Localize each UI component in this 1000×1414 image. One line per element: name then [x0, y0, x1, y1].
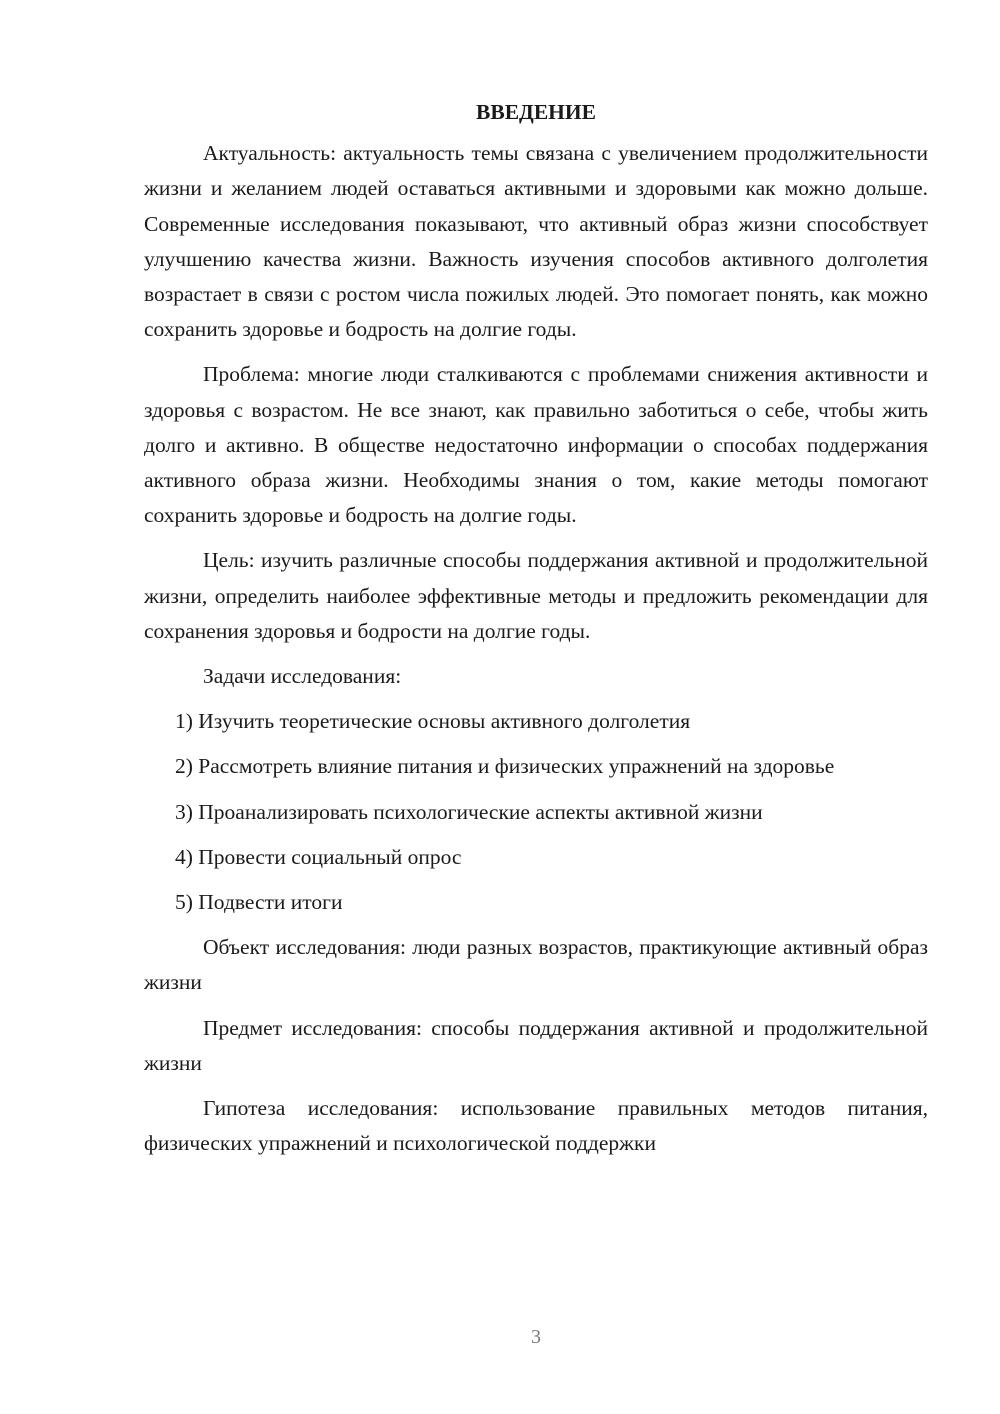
paragraph-goal: Цель: изучить различные способы поддержания активной и продолжительной жизни, определить наиболее эффективные методы и предложить рекомендации для сохранения здоровья и бодрости на долгие годы. [144, 548, 928, 643]
paragraph-hypothesis: Гипотеза исследования: использование правильных методов питания, физических упражнений и психологической поддержки [144, 1096, 928, 1156]
task-item-1: 1) Изучить теоретические основы активного долголетия [175, 709, 691, 734]
page-title: ВВЕДЕНИЕ [476, 100, 596, 124]
paragraph-tasks-heading: Задачи исследования: [203, 664, 402, 689]
task-item-5: 5) Подвести итоги [175, 890, 343, 915]
paragraph-problem: Проблема: многие люди сталкиваются с проблемами снижения активности и здоровья с возрастом. Не все знают, как правильно заботиться о себе, чтобы жить долго и активно. В обществе недостаточно информации о способах поддержания активного образа жизни. Необходимы знания о том, какие методы помогают сохранить здоровье и бодрость на долгие годы. [144, 362, 928, 528]
page-number: 3 [531, 1326, 541, 1348]
paragraph-relevance: Актуальность: актуальность темы связана с увеличением продолжительности жизни и желанием людей оставаться активными и здоровыми как можно дольше. Современные исследования показывают, что активный образ жизни способствует улучшению качества жизни. Важность изучения способов активного долголетия возрастает в связи с ростом числа пожилых людей. Это помогает понять, как можно сохранить здоровье и бодрость на долгие годы. [144, 141, 928, 342]
paragraph-object: Объект исследования: люди разных возрастов, практикующие активный образ жизни [144, 935, 928, 995]
paragraph-subject: Предмет исследования: способы поддержания активной и продолжительной жизни [144, 1015, 928, 1075]
task-item-3: 3) Проанализировать психологические аспекты активной жизни [175, 799, 763, 824]
task-item-4: 4) Провести социальный опрос [175, 844, 462, 869]
page-content [144, 95, 928, 1171]
task-item-2: 2) Рассмотреть влияние питания и физических упражнений на здоровье [175, 754, 835, 779]
